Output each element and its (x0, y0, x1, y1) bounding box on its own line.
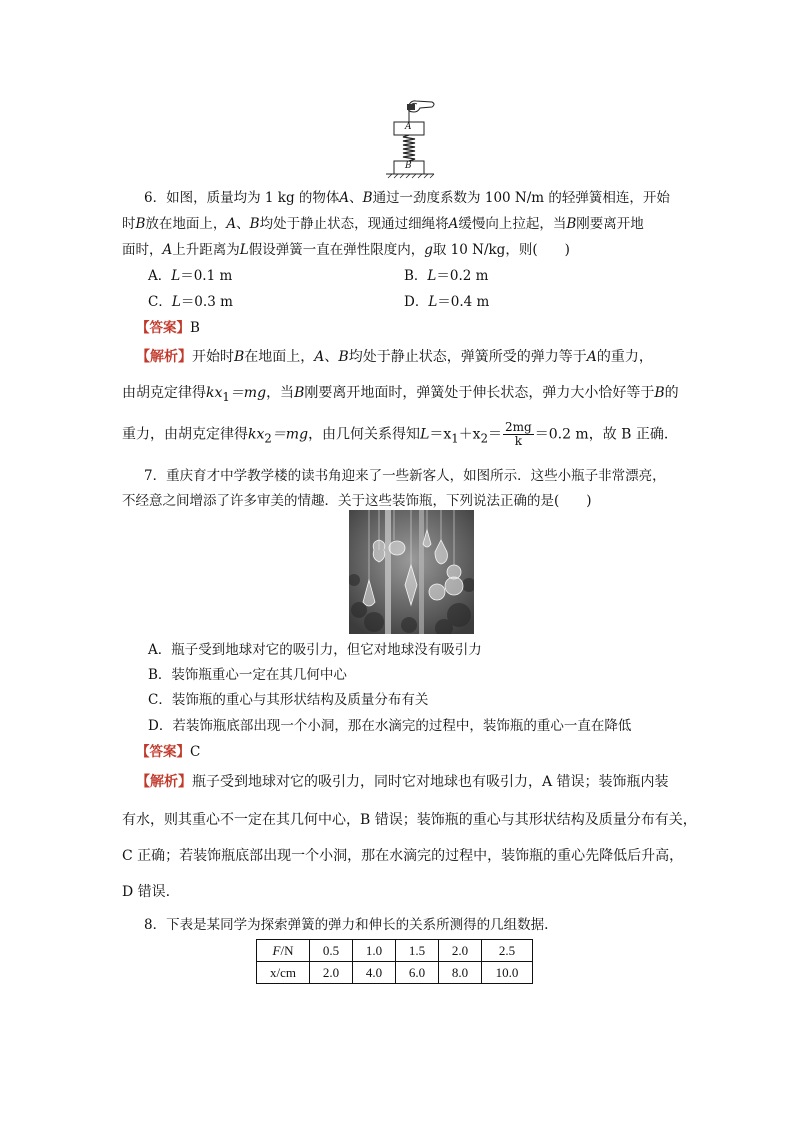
table-cell: 1.5 (396, 940, 439, 962)
bottles-image (349, 510, 474, 634)
q7-option-d: D．若装饰瓶底部出现一个小洞，那在水滴完的过程中，装饰瓶的重心一直在降低 (148, 718, 632, 734)
q7-analysis-line-2: 有水，则其重心不一定在其几何中心，B 错误；装饰瓶的重心与其形状结构及质量分布有关， (122, 812, 697, 828)
table-cell: 2.5 (482, 940, 533, 962)
table-cell: 0.5 (310, 940, 353, 962)
q7-analysis-line-4: D 错误. (122, 884, 171, 900)
table-cell: 2.0 (310, 962, 353, 984)
table-cell: 1.0 (353, 940, 396, 962)
block-b-label: B (405, 161, 412, 171)
table-header-extension: x/cm (257, 962, 310, 984)
q6-line-2: 时B放在地面上，A、B均处于静止状态，现通过细绳将A缓慢向上拉起，当B刚要离开地 (122, 216, 644, 232)
q6-analysis-line-3: 重力，由胡克定律得$kx_2=mg$，由几何关系得知$L=x_1+x_2=$ $\frac{2mg}{k}$ ＝0.2 m，故 B 正确. (122, 420, 669, 448)
q7-option-a: A．瓶子受到地球对它的吸引力，但它对地球没有吸引力 (148, 642, 482, 658)
q6-option-a: A．L＝0.1 m (148, 268, 233, 284)
q7-line-1: 7．重庆育才中学教学楼的读书角迎来了一些新客人，如图所示．这些小瓶子非常漂亮， (144, 468, 666, 484)
spring-blocks-figure (380, 96, 450, 182)
spring-data-table (256, 939, 533, 984)
table-header-force: F/N (257, 940, 310, 962)
answer-tag: 【答案】 (136, 320, 190, 336)
decorative-bottles-photo (349, 510, 474, 634)
table-cell: 8.0 (439, 962, 482, 984)
answer-tag: 【答案】 (136, 744, 190, 760)
table-cell: 2.0 (439, 940, 482, 962)
q6-option-b: B．L＝0.2 m (404, 268, 489, 284)
q7-line-2: 不经意之间增添了许多审美的情趣．关于这些装饰瓶，下列说法正确的是( ) (122, 493, 592, 509)
q7-analysis-line-3: C 正确；若装饰瓶底部出现一个小洞，那在水滴完的过程中，装饰瓶的重心先降低后升高， (122, 848, 684, 864)
table-cell: 10.0 (482, 962, 533, 984)
q6-line-1: 6．如图，质量均为 1 kg 的物体A、B通过一劲度系数为 100 N/m 的轻弹簧相连，开始 (144, 190, 670, 206)
spring-blocks-diagram (380, 96, 450, 182)
table-cell: 6.0 (396, 962, 439, 984)
analysis-tag: 【解析】 (136, 349, 192, 365)
q8-line-1: 8．下表是某同学为探索弹簧的弹力和伸长的关系所测得的几组数据. (144, 917, 549, 933)
q6-line-3: 面时，A上升距离为L假设弹簧一直在弹性限度内，g取 10 N/kg，则( ) (122, 242, 570, 258)
q6-answer: 【答案】B (136, 320, 200, 336)
q6-analysis-line-2: 由胡克定律得$kx_1=mg$，当B刚要离开地面时，弹簧处于伸长状态，弹力大小恰好等于B的 (122, 385, 679, 404)
q6-analysis-line-1: 【解析】开始时B在地面上，A、B均处于静止状态，弹簧所受的弹力等于A的重力， (136, 349, 653, 365)
q6-option-c: C．L＝0.3 m (148, 294, 233, 310)
q6-option-d: D．L＝0.4 m (404, 294, 490, 310)
q7-answer: 【答案】C (136, 744, 201, 760)
fraction-2mg-over-k: $\frac{2mg}{k}$ (505, 420, 532, 448)
table-row (257, 962, 533, 984)
q7-option-b: B．装饰瓶重心一定在其几何中心 (148, 667, 347, 683)
table-row (257, 940, 533, 962)
q7-analysis-line-1: 【解析】瓶子受到地球对它的吸引力，同时它对地球也有吸引力，A 错误；装饰瓶内装 (136, 774, 669, 790)
analysis-tag: 【解析】 (136, 774, 192, 790)
table-cell: 4.0 (353, 962, 396, 984)
block-a-label: A (405, 122, 412, 132)
q7-option-c: C．装饰瓶的重心与其形状结构及质量分布有关 (148, 692, 429, 708)
